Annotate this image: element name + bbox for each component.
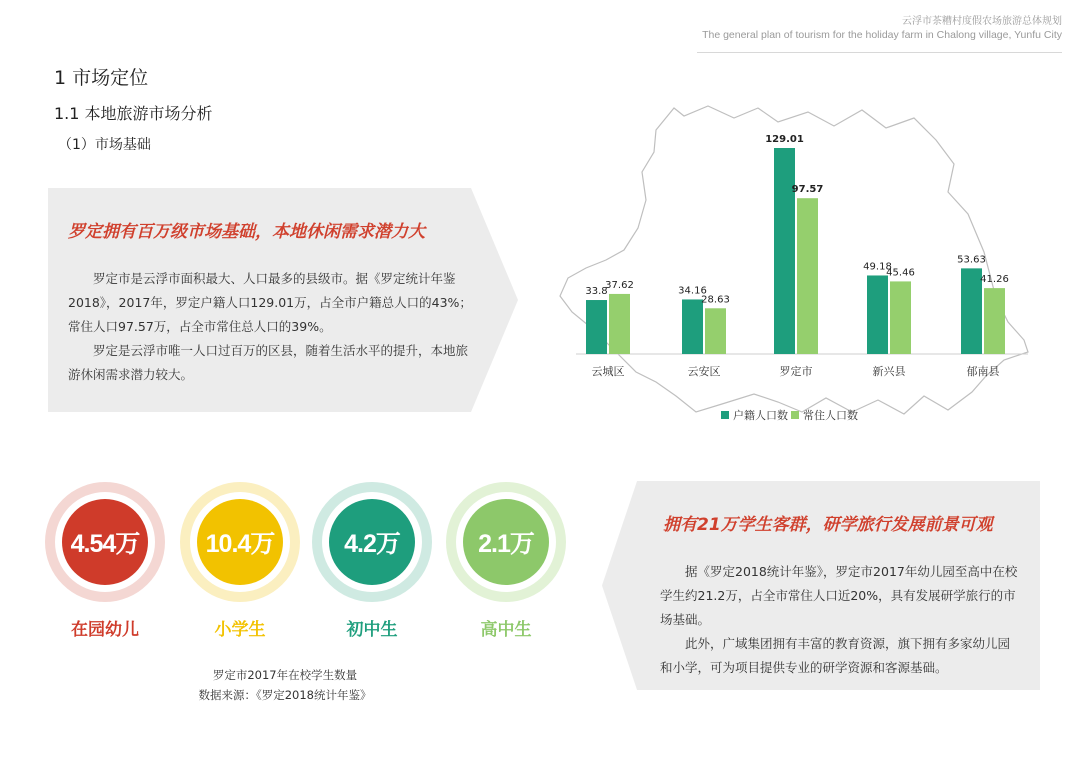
- student-count-value: 2.1万: [478, 530, 534, 558]
- value-label-3-1: 45.46: [886, 267, 915, 279]
- header-divider: [697, 52, 1062, 53]
- student-circle-0: [45, 482, 165, 602]
- subsection-heading: 1.1 本地旅游市场分析: [54, 104, 213, 123]
- student-circle-2: [312, 482, 432, 602]
- sub-subsection-heading: （1）市场基础: [58, 137, 151, 153]
- legend-swatch-1: [791, 411, 799, 419]
- bar-3-1: [890, 281, 911, 354]
- category-label-0: 云城区: [591, 365, 625, 378]
- legend-label-0: 户籍人口数: [733, 409, 788, 422]
- section-heading: 1 市场定位: [54, 67, 149, 89]
- value-label-0-1: 37.62: [605, 279, 634, 291]
- student-group-label: 高中生: [480, 620, 532, 640]
- bar-3-0: [867, 275, 888, 354]
- category-label-2: 罗定市: [779, 365, 813, 378]
- circle-core: [62, 499, 148, 585]
- market-paragraph-1: 罗定市是云浮市面积最大、人口最多的县级市。据《罗定统计年鉴2018》，2017年，罗定户籍人口129.01万，占全市户籍总人口的43%；常住人口97.57万，占全市常住总人口的39%。: [68, 271, 472, 334]
- student-paragraph-2: 此外，广域集团拥有丰富的教育资源，旗下拥有多家幼儿园和小学，可为项目提供专业的研学资源和客源基础。: [660, 636, 1011, 675]
- bar-1-1: [705, 308, 726, 354]
- bar-2-0: [774, 148, 795, 354]
- bar-0-0: [586, 300, 607, 354]
- value-label-3-0: 49.18: [863, 261, 892, 273]
- category-label-3: 新兴县: [872, 365, 906, 378]
- bar-1-0: [682, 299, 703, 354]
- student-circle-3: [446, 482, 566, 602]
- students-caption: 罗定市2017年在校学生数量: [212, 668, 358, 682]
- bar-2-1: [797, 198, 818, 354]
- category-label-4: 郁南县: [966, 365, 1000, 378]
- student-box-title: 拥有21万学生客群，研学旅行发展前景可观: [663, 515, 993, 535]
- value-label-2-1: 97.57: [791, 184, 824, 196]
- header-title-cn: 云浮市茶糟村度假农场旅游总体规划: [902, 16, 1062, 27]
- bar-4-0: [961, 268, 982, 354]
- value-label-4-1: 41.26: [980, 274, 1009, 286]
- student-count-value: 4.54万: [70, 530, 140, 558]
- student-group-label: 在园幼儿: [71, 620, 139, 640]
- value-label-0-0: 33.8: [585, 286, 608, 298]
- bar-0-1: [609, 294, 630, 354]
- circle-core: [329, 499, 415, 585]
- legend-label-1: 常住人口数: [803, 409, 858, 422]
- market-box-title: 罗定拥有百万级市场基础，本地休闲需求潜力大: [68, 222, 425, 242]
- header-title-en: The general plan of tourism for the holiday farm in Chalong village, Yunfu City: [702, 29, 1062, 41]
- market-box-body: [68, 267, 473, 387]
- student-count-value: 4.2万: [344, 530, 400, 558]
- student-count-value: 10.4万: [205, 530, 275, 558]
- legend-swatch-0: [721, 411, 729, 419]
- market-paragraph-2: 罗定是云浮市唯一人口过百万的区县，随着生活水平的提升，本地旅游休闲需求潜力较大。: [68, 343, 469, 382]
- circle-core: [463, 499, 549, 585]
- population-chart: [556, 100, 1036, 430]
- value-label-1-1: 28.63: [701, 294, 730, 306]
- student-box-body: [660, 560, 1022, 680]
- student-circle-1: [180, 482, 300, 602]
- student-group-label: 小学生: [214, 620, 266, 640]
- circle-core: [197, 499, 283, 585]
- student-group-label: 初中生: [346, 620, 398, 640]
- student-paragraph-1: 据《罗定2018统计年鉴》，罗定市2017年幼儿园至高中在校学生约21.2万，占全市常住人口近20%，具有发展研学旅行的市场基础。: [660, 564, 1018, 627]
- value-label-4-0: 53.63: [957, 254, 986, 266]
- value-label-1-0: 34.16: [678, 285, 707, 297]
- value-label-2-0: 129.01: [765, 134, 804, 145]
- students-source: 数据来源：《罗定2018统计年鉴》: [198, 688, 372, 702]
- bar-4-1: [984, 288, 1005, 354]
- category-label-1: 云安区: [687, 365, 721, 378]
